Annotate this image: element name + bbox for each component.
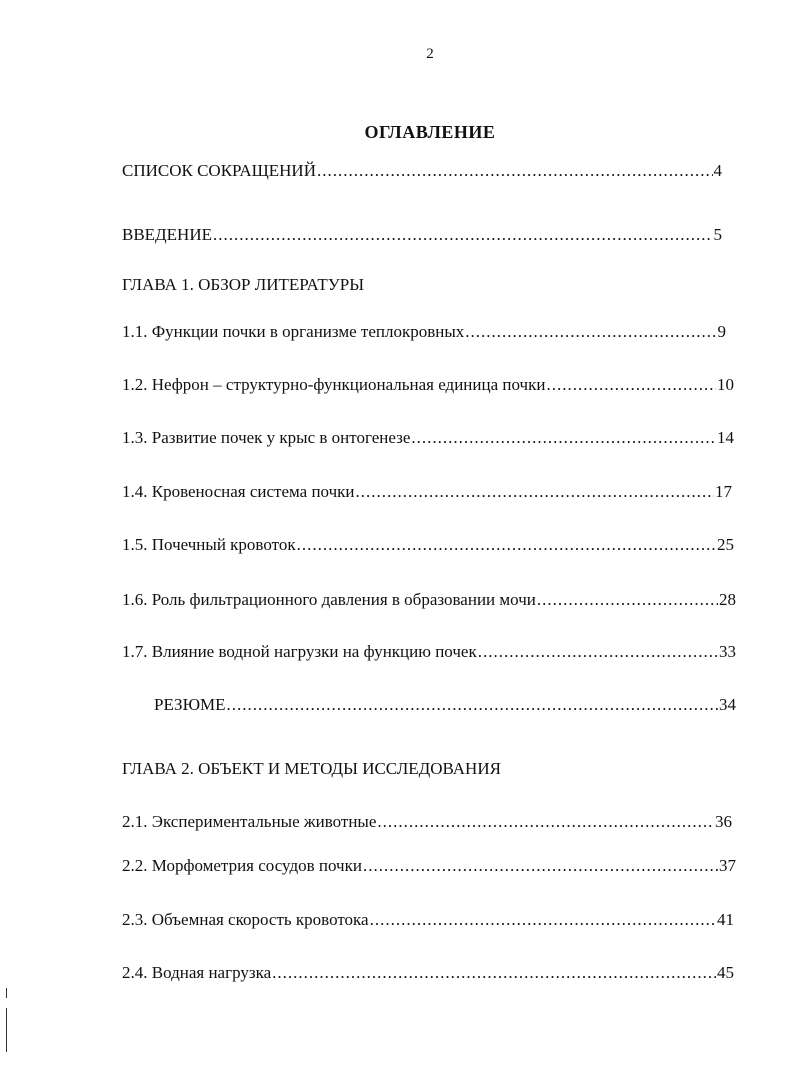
toc-entry-1-4 xyxy=(122,481,732,503)
dot-leader xyxy=(297,534,716,556)
dot-leader xyxy=(478,641,718,663)
toc-entry-label: 1.6. Роль фильтрационного давления в образовании мочи xyxy=(122,590,536,609)
toc-entry-2-3 xyxy=(122,909,734,931)
toc-entry-page: 9 xyxy=(717,322,726,341)
dot-leader xyxy=(465,321,716,343)
dot-leader xyxy=(411,427,716,449)
toc-entry-label: 2.2. Морфометрия сосудов почки xyxy=(122,856,362,875)
dot-leader xyxy=(213,224,713,246)
toc-entry-1-3 xyxy=(122,427,734,449)
toc-entry-label: СПИСОК СОКРАЩЕНИЙ xyxy=(122,161,316,180)
dot-leader xyxy=(377,811,714,833)
toc-entry-label: 1.5. Почечный кровоток xyxy=(122,535,296,554)
toc-entry-page: 4 xyxy=(713,161,722,180)
toc-entry-page: 17 xyxy=(715,482,732,501)
toc-entry-page: 33 xyxy=(719,642,736,661)
dot-leader xyxy=(356,481,714,503)
dot-leader xyxy=(537,589,718,611)
toc-entry-2-1 xyxy=(122,811,732,833)
toc-entry-page: 28 xyxy=(719,590,736,609)
toc-entry-1-7 xyxy=(122,641,736,663)
toc-entry-page: 14 xyxy=(717,428,734,447)
toc-entry-label: 2.3. Объемная скорость кровотока xyxy=(122,910,369,929)
dot-leader xyxy=(227,694,718,716)
toc-entry-2-4 xyxy=(122,962,734,984)
toc-entry-page: 37 xyxy=(719,856,736,875)
toc-entry-label: 2.1. Экспериментальные животные xyxy=(122,812,377,831)
dot-leader xyxy=(317,160,713,182)
toc-entry-page: 5 xyxy=(713,225,722,244)
toc-entry-2-2 xyxy=(122,855,736,877)
toc-entry-label: 1.4. Кровеносная система почки xyxy=(122,482,355,501)
toc-entry-page: 25 xyxy=(717,535,734,554)
toc-entry-label: 2.4. Водная нагрузка xyxy=(122,963,272,982)
toc-title: ОГЛАВЛЕНИЕ xyxy=(364,122,496,142)
toc-entry-summary-1 xyxy=(154,694,736,716)
scan-margin-mark xyxy=(6,988,7,998)
toc-entry-1-2 xyxy=(122,374,734,396)
toc-entry-label: 1.7. Влияние водной нагрузки на функцию почек xyxy=(122,642,477,661)
toc-entry-label: ВВЕДЕНИЕ xyxy=(122,225,212,244)
toc-entry-1-1 xyxy=(122,321,726,343)
dot-leader xyxy=(363,855,718,877)
toc-entry-page: 36 xyxy=(715,812,732,831)
toc-entry-page: 45 xyxy=(717,963,734,982)
toc-entry-label: 1.1. Функции почки в организме теплокровных xyxy=(122,322,465,341)
dot-leader xyxy=(272,962,716,984)
dot-leader xyxy=(370,909,716,931)
toc-entry-label: 1.3. Развитие почек у крыс в онтогенезе xyxy=(122,428,411,447)
toc-entry-1-6 xyxy=(122,589,736,611)
chapter-heading-1: ГЛАВА 1. ОБЗОР ЛИТЕРАТУРЫ xyxy=(122,275,365,294)
toc-entry-page: 41 xyxy=(717,910,734,929)
toc-entry-introduction xyxy=(122,224,722,246)
chapter-heading-2: ГЛАВА 2. ОБЪЕКТ И МЕТОДЫ ИССЛЕДОВАНИЯ xyxy=(122,759,501,778)
toc-entry-label: РЕЗЮМЕ xyxy=(154,695,226,714)
dot-leader xyxy=(546,374,716,396)
toc-entry-abbreviations xyxy=(122,160,722,182)
toc-entry-page: 10 xyxy=(717,375,734,394)
scan-margin-mark xyxy=(6,1008,7,1052)
toc-entry-label: 1.2. Нефрон – структурно-функциональная единица почки xyxy=(122,375,546,394)
page-number: 2 xyxy=(426,46,434,62)
toc-entry-page: 34 xyxy=(719,695,736,714)
toc-entry-1-5 xyxy=(122,534,734,556)
